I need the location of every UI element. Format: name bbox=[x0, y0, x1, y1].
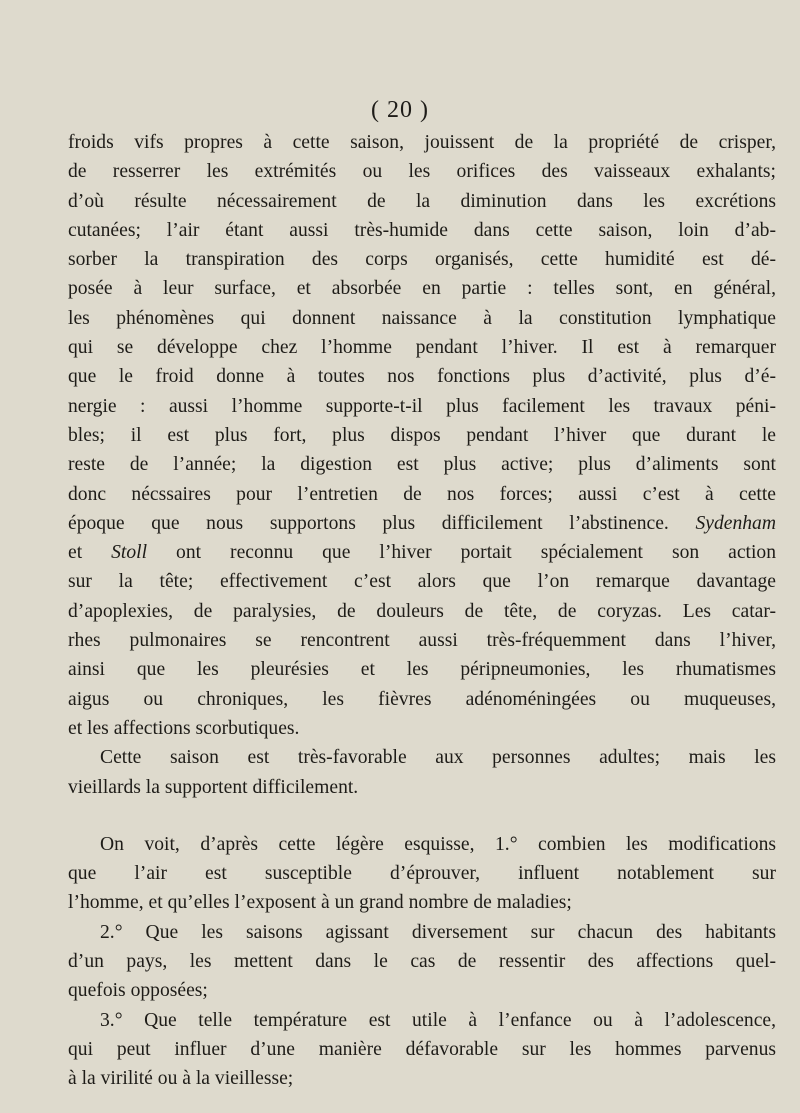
text-line: On voit, d’après cette légère esquisse, 1.° combien les modifications bbox=[100, 833, 776, 855]
text-line: d’un pays, les mettent dans le cas de ressentir des affections quel- bbox=[68, 951, 776, 973]
text-line: cutanées; l’air étant aussi très-humide dans cette saison, loin d’ab- bbox=[68, 219, 776, 241]
author-name-stoll: Stoll bbox=[111, 542, 148, 564]
text-line: Cette saison est très-favorable aux personnes adultes; mais les bbox=[100, 747, 776, 769]
text-line: reste de l’année; la digestion est plus active; plus d’aliments sont bbox=[68, 454, 776, 476]
text-line: d’où résulte nécessairement de la diminution dans les excrétions bbox=[68, 190, 776, 212]
author-name-sydenham: Sydenham bbox=[695, 512, 776, 534]
text-line: sur la tête; effectivement c’est alors que l’on remarque davantage bbox=[68, 571, 776, 593]
text-line: qui se développe chez l’homme pendant l’hiver. Il est à remarquer bbox=[68, 337, 776, 359]
text-line: quefois opposées; bbox=[68, 980, 208, 1002]
line-text: époque que nous supportons plus difficilement l’abstinence. bbox=[68, 512, 669, 534]
text-line: ainsi que les pleurésies et les péripneumonies, les rhumatismes bbox=[68, 659, 776, 681]
text-line: et les affections scorbutiques. bbox=[68, 717, 300, 739]
text-line: sorber la transpiration des corps organisés, cette humidité est dé- bbox=[68, 249, 776, 271]
text-line: donc nécssaires pour l’entretien de nos forces; aussi c’est à cette bbox=[68, 483, 776, 505]
text-line: de resserrer les extrémités ou les orifices des vaisseaux exhalants; bbox=[68, 161, 776, 183]
text-line: froids vifs propres à cette saison, jouissent de la propriété de crisper, bbox=[68, 132, 776, 153]
text-line: qui peut influer d’une manière défavorable sur les hommes parvenus bbox=[68, 1038, 776, 1060]
text-line: les phénomènes qui donnent naissance à la constitution lymphatique bbox=[68, 307, 776, 329]
text-line: bles; il est plus fort, plus dispos pendant l’hiver que durant le bbox=[68, 424, 776, 446]
text-line: 2.° Que les saisons agissant diversement sur chacun des habitants bbox=[100, 921, 776, 943]
text-line-with-name bbox=[68, 538, 776, 567]
text-line: que l’air est susceptible d’éprouver, influent notablement sur bbox=[68, 863, 776, 885]
text-line: l’homme, et qu’elles l’exposent à un grand nombre de maladies; bbox=[68, 892, 572, 914]
line-text: ont reconnu que l’hiver portait spécialement son action bbox=[176, 542, 777, 564]
page-number: ( 20 ) bbox=[371, 97, 429, 123]
text-line: nergie : aussi l’homme supporte-t-il plus facilement les travaux péni- bbox=[68, 395, 776, 417]
text-line: d’apoplexies, de paralysies, de douleurs de tête, de coryzas. Les catar- bbox=[68, 600, 776, 622]
text-line: aigus ou chroniques, les fièvres adénoméningées ou muqueuses, bbox=[68, 688, 776, 710]
text-line: rhes pulmonaires se rencontrent aussi très-fréquemment dans l’hiver, bbox=[68, 630, 776, 652]
body-text bbox=[68, 128, 776, 1094]
text-line-with-name bbox=[68, 509, 776, 538]
text-line: à la virilité ou à la vieillesse; bbox=[68, 1068, 294, 1090]
text-line: que le froid donne à toutes nos fonctions plus d’activité, plus d’é- bbox=[68, 366, 776, 388]
text-line: 3.° Que telle température est utile à l’enfance ou à l’adolescence, bbox=[100, 1009, 776, 1031]
text-line: vieillards la supportent difficilement. bbox=[68, 776, 359, 798]
text-line: posée à leur surface, et absorbée en partie : telles sont, en général, bbox=[68, 278, 776, 300]
line-text: et bbox=[68, 542, 83, 564]
